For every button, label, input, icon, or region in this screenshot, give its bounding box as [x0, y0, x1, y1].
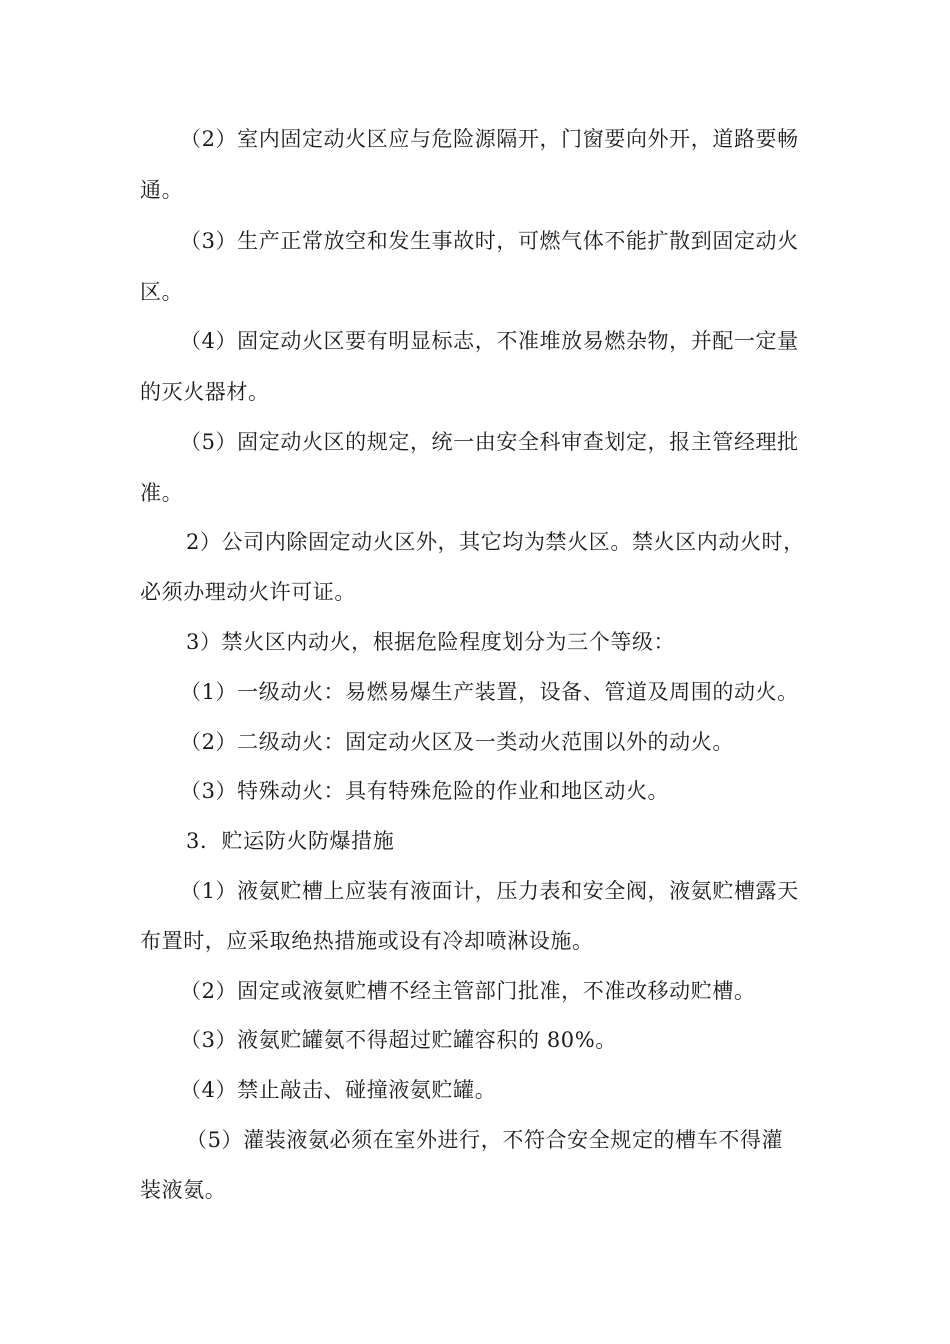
paragraph-line: （1）液氨贮槽上应装有液面计，压力表和安全阀，液氨贮槽露天 [180, 879, 799, 903]
paragraph-line: （4）禁止敲击、碰撞液氨贮罐。 [180, 1078, 497, 1102]
paragraph-line: （4）固定动火区要有明显标志，不准堆放易燃杂物，并配一定量 [180, 329, 799, 353]
paragraph-line: （3）特殊动火：具有特殊危险的作业和地区动火。 [180, 779, 670, 803]
paragraph-line: 3）禁火区内动火，根据危险程度划分为三个等级： [186, 630, 676, 654]
paragraph-line: （2）室内固定动火区应与危险源隔开，门窗要向外开，道路要畅 [180, 127, 799, 151]
paragraph-line: 2）公司内除固定动火区外，其它均为禁火区。禁火区内动火时， [186, 530, 805, 554]
paragraph-line: 准。 [140, 481, 184, 505]
paragraph-line: （1）一级动火：易燃易爆生产装置，设备、管道及周围的动火。 [180, 680, 799, 704]
paragraph-line: 必须办理动火许可证。 [140, 580, 356, 604]
paragraph-line: 的灭火器材。 [140, 380, 270, 404]
paragraph-line: （5）固定动火区的规定，统一由安全科审查划定，报主管经理批 [180, 430, 799, 454]
paragraph-line: 装液氨。 [140, 1178, 227, 1202]
paragraph-line: 通。 [140, 178, 184, 202]
paragraph-line: （2）固定或液氨贮槽不经主管部门批准，不准改移动贮槽。 [180, 979, 756, 1003]
paragraph-line: （3）液氨贮罐氨不得超过贮罐容积的 80%。 [180, 1028, 617, 1052]
paragraph-line: （5）灌装液氨必须在室外进行，不符合安全规定的槽车不得灌 [186, 1128, 784, 1152]
section-heading: 3．贮运防火防爆措施 [186, 829, 395, 853]
paragraph-line: 区。 [140, 280, 184, 304]
paragraph-line: （2）二级动火：固定动火区及一类动火范围以外的动火。 [180, 730, 734, 754]
paragraph-line: （3）生产正常放空和发生事故时，可燃气体不能扩散到固定动火 [180, 229, 799, 253]
paragraph-line: 布置时，应采取绝热措施或设有冷却喷淋设施。 [140, 929, 594, 953]
